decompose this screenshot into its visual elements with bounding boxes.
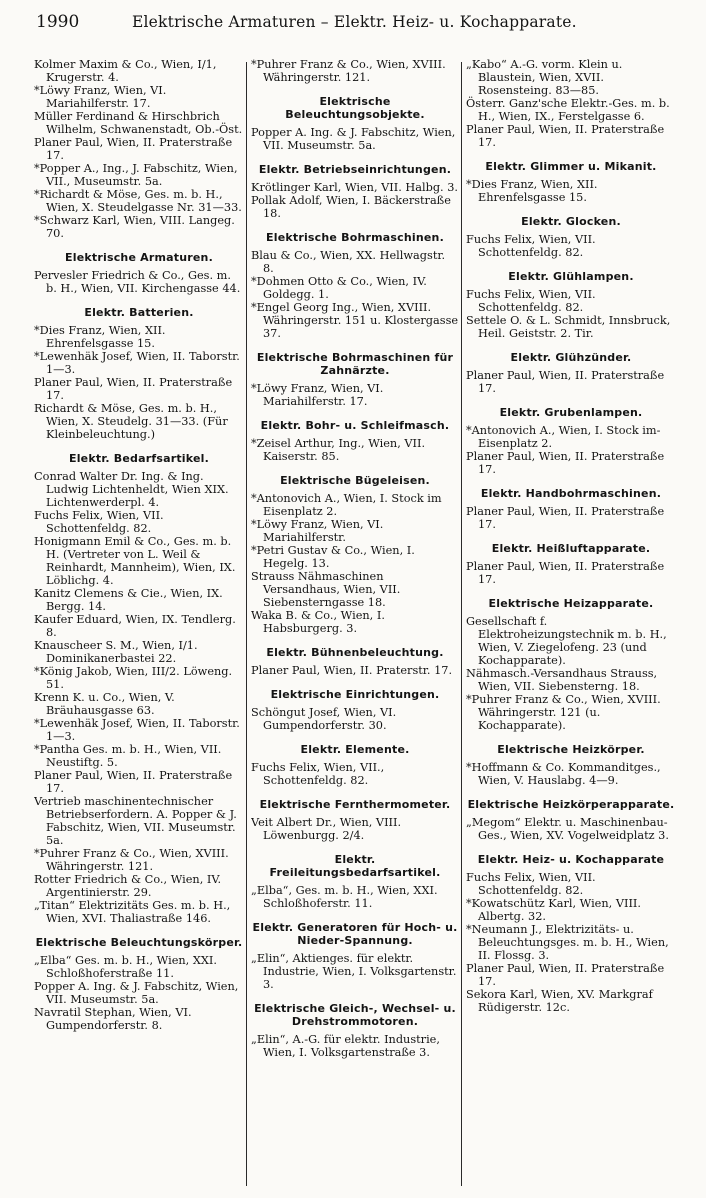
directory-entry: „Titan“ Elektrizitäts Ges. m. b. H., Wien, XVI. Thaliastraße 146. — [34, 899, 231, 925]
directory-entry: *König Jakob, Wien, III/2. Löweng. 51. — [34, 665, 233, 691]
section — [466, 58, 676, 149]
directory-entry: Schöngut Josef, Wien, VI. Gumpendorferstr. 30. — [251, 706, 397, 732]
section — [466, 853, 676, 1014]
directory-entry: *Dies Franz, Wien, XII. Ehrenfelsgasse 15. — [466, 178, 598, 204]
section — [251, 474, 459, 635]
column-divider-2 — [461, 62, 462, 1186]
directory-entry: *Petri Gustav & Co., Wien, I. Hegelg. 13. — [251, 544, 415, 570]
section — [466, 597, 676, 732]
section-heading: Elektrische Einrichtungen. — [270, 688, 440, 701]
directory-entry: *Puhrer Franz & Co., Wien, XVIII. Währingerstr. 121 (u. Kochapparate). — [466, 693, 661, 732]
section — [251, 688, 459, 732]
section — [251, 419, 459, 463]
page-number: 1990 — [36, 12, 80, 32]
section-heading: Elektrische Heizkörperapparate. — [467, 798, 675, 811]
section-heading: Elektr. Heiz- u. Kochapparate — [477, 853, 665, 866]
directory-entry: *Puhrer Franz & Co., Wien, XVIII. Währingerstr. 121. — [251, 58, 446, 84]
section-heading: Elektr. Generatoren für Hoch- u. Nieder-Spannung. — [252, 921, 458, 947]
section — [466, 487, 676, 531]
directory-entry: Richardt & Möse, Ges. m. b. H., Wien, X. Steudelg. 31—33. (Für Kleinbeleuchtung.) — [34, 402, 228, 441]
directory-entry: Honigmann Emil & Co., Ges. m. b. H. (Vertreter von L. Weil & Reinhardt, Mannheim), Wien, IX. Löblichg. 4. — [34, 535, 236, 587]
directory-entry: Planer Paul, Wien, II. Praterstraße 17. — [34, 376, 233, 402]
directory-entry: *Zeisel Arthur, Ing., Wien, VII. Kaiserstr. 85. — [251, 437, 426, 463]
section — [466, 542, 676, 586]
directory-entry: Kanitz Clemens & Cie., Wien, IX. Bergg. 14. — [34, 587, 223, 613]
directory-entry: *Pantha Ges. m. b. H., Wien, VII. Neustiftg. 5. — [34, 743, 222, 769]
section-heading: Elektrische Heizapparate. — [488, 597, 654, 610]
page-header — [36, 12, 674, 32]
directory-entry: *Löwy Franz, Wien, VI. Mariahilferstr. 17. — [251, 382, 384, 408]
directory-entry: *Popper A., Ing., J. Fabschitz, Wien, VII., Museumstr. 5a. — [34, 162, 238, 188]
directory-entry: Conrad Walter Dr. Ing. & Ing. Ludwig Lichtenheldt, Wien XIX. Lichtenwerderpl. 4. — [34, 470, 229, 509]
section — [251, 921, 459, 991]
section-heading: Elektrische Bohrmaschinen für Zahnärzte. — [256, 351, 454, 377]
directory-entry: Fuchs Felix, Wien, VII. Schottenfeldg. 82. — [466, 233, 596, 259]
section — [251, 743, 459, 787]
directory-entry: *Schwarz Karl, Wien, VIII. Langeg. 70. — [34, 214, 235, 240]
section-heading: Elektr. Glühlampen. — [508, 270, 634, 283]
directory-entry: *Kowatschütz Karl, Wien, VIII. Albertg. 32. — [466, 897, 641, 923]
section-heading: Elektr. Batterien. — [84, 306, 194, 319]
column-3 — [466, 58, 676, 1188]
directory-entry: „Megom“ Elektr. u. Maschinenbau-Ges., Wien, XV. Vogelweidplatz 3. — [466, 816, 669, 842]
section — [34, 936, 244, 1032]
directory-entry: *Dies Franz, Wien, XII. Ehrenfelsgasse 15. — [34, 324, 166, 350]
directory-entry: Vertrieb maschinentechnischer Betriebserfordern. A. Popper & J. Fabschitz, Wien, VII. Museumstr. 5a. — [34, 795, 237, 847]
section-heading: Elektrische Gleich-, Wechsel- u. Drehstrommotoren. — [254, 1002, 456, 1028]
directory-entry: Gesellschaft f. Elektroheizungstechnik m. b. H., Wien, V. Ziegelofeng. 23 (und Kochapparate). — [466, 615, 667, 667]
directory-entry: Planer Paul, Wien, II. Praterstraße 17. — [34, 136, 233, 162]
directory-entry: Kolmer Maxim & Co., Wien, I/1, Krugerstr. 4. — [34, 58, 217, 84]
section-heading: Elektr. Grubenlampen. — [499, 406, 643, 419]
directory-entry: Planer Paul, Wien, II. Praterstr. 17. — [251, 664, 453, 677]
directory-entry: *Antonovich A., Wien, I. Stock im-Eisenplatz 2. — [466, 424, 661, 450]
directory-entry: Waka B. & Co., Wien, I. Habsburgerg. 3. — [251, 609, 385, 635]
section — [251, 853, 459, 910]
directory-entry: Planer Paul, Wien, II. Praterstraße 17. — [466, 505, 665, 531]
directory-entry: „Kabo“ A.-G. vorm. Klein u. Blaustein, Wien, XVII. Rosensteing. 83—85. — [466, 58, 623, 97]
directory-entry: Planer Paul, Wien, II. Praterstraße 17. — [466, 962, 665, 988]
section — [34, 452, 244, 925]
directory-entry: *Hoffmann & Co. Kommanditges., Wien, V. Hauslabg. 4—9. — [466, 761, 661, 787]
section-heading: Elektr. Bedarfsartikel. — [69, 452, 209, 465]
section — [466, 160, 676, 204]
directory-entry: *Richardt & Möse, Ges. m. b. H., Wien, X. Steudelgasse Nr. 31—33. — [34, 188, 242, 214]
directory-entry: Kaufer Eduard, Wien, IX. Tendlerg. 8. — [34, 613, 236, 639]
directory-entry: Rotter Friedrich & Co., Wien, IV. Argentinierstr. 29. — [34, 873, 222, 899]
directory-entry: Planer Paul, Wien, II. Praterstraße 17. — [466, 369, 665, 395]
column-1 — [34, 58, 244, 1188]
page-title: Elektrische Armaturen – Elektr. Heiz- u. Kochapparate. — [132, 13, 577, 31]
directory-entry: Österr. Ganz'sche Elektr.-Ges. m. b. H., Wien, IX., Ferstelgasse 6. — [466, 97, 670, 123]
directory-entry: Planer Paul, Wien, II. Praterstraße 17. — [466, 560, 665, 586]
directory-entry: Popper A. Ing. & J. Fabschitz, Wien, VII. Museumstr. 5a. — [251, 126, 456, 152]
section-heading: Elektrische Beleuchtungskörper. — [35, 936, 243, 949]
directory-entry: Navratil Stephan, Wien, VI. Gumpendorferstr. 8. — [34, 1006, 192, 1032]
section — [251, 646, 459, 677]
section-heading: Elektrische Bohrmaschinen. — [266, 231, 444, 244]
directory-entry: Fuchs Felix, Wien, VII. Schottenfeldg. 82. — [466, 871, 596, 897]
section-heading: Elektrische Heizkörper. — [497, 743, 645, 756]
section — [34, 306, 244, 441]
directory-entry: Nähmasch.-Versandhaus Strauss, Wien, VII. Siebensterng. 18. — [466, 667, 658, 693]
directory-entry: Veit Albert Dr., Wien, VIII. Löwenburgg. 2/4. — [251, 816, 402, 842]
section — [251, 163, 459, 220]
directory-entry: *Lewenhäk Josef, Wien, II. Taborstr. 1—3. — [34, 717, 240, 743]
directory-entry: *Löwy Franz, Wien, VI. Mariahilferstr. 17. — [34, 84, 167, 110]
directory-entry: *Puhrer Franz & Co., Wien, XVIII. Währingerstr. 121. — [34, 847, 229, 873]
directory-entry: Fuchs Felix, Wien, VII. Schottenfeldg. 82. — [34, 509, 164, 535]
section-heading: Elektrische Fernthermometer. — [259, 798, 451, 811]
directory-entry: Müller Ferdinand & Hirschbrich Wilhelm, Schwanenstadt, Ob.-Öst. — [34, 110, 243, 136]
section — [251, 95, 459, 152]
section — [34, 251, 244, 295]
directory-entry: Krötlinger Karl, Wien, VII. Halbg. 3. — [251, 181, 459, 194]
directory-entry: Pollak Adolf, Wien, I. Bäckerstraße 18. — [251, 194, 451, 220]
section — [466, 406, 676, 476]
section — [466, 743, 676, 787]
directory-entry: „Elin“, Aktienges. für elektr. Industrie, Wien, I. Volksgartenstr. 3. — [251, 952, 457, 991]
section — [251, 798, 459, 842]
directory-entry: Planer Paul, Wien, II. Praterstraße 17. — [34, 769, 233, 795]
section-heading: Elektr. Bohr- u. Schleifmasch. — [260, 419, 450, 432]
section — [251, 351, 459, 408]
section — [466, 215, 676, 259]
directory-entry: Popper A. Ing. & J. Fabschitz, Wien, VII. Museumstr. 5a. — [34, 980, 239, 1006]
section — [34, 58, 244, 240]
section — [466, 270, 676, 340]
section-heading: Elektrische Bügeleisen. — [280, 474, 430, 487]
directory-entry: Pervesler Friedrich & Co., Ges. m. b. H., Wien, VII. Kirchengasse 44. — [34, 269, 241, 295]
directory-entry: *Engel Georg Ing., Wien, XVIII. Währingerstr. 151 u. Klostergasse 37. — [251, 301, 459, 340]
directory-entry: Strauss Nähmaschinen Versandhaus, Wien, VII. Siebensterngasse 18. — [251, 570, 401, 609]
section — [251, 1002, 459, 1059]
directory-entry: Blau & Co., Wien, XX. Hellwagstr. 8. — [251, 249, 446, 275]
section-heading: Elektr. Glimmer u. Mikanit. — [485, 160, 657, 173]
directory-entry: Planer Paul, Wien, II. Praterstraße 17. — [466, 123, 665, 149]
directory-entry: „Elba“, Ges. m. b. H., Wien, XXI. Schloßhoferstr. 11. — [251, 884, 438, 910]
section-heading: Elektr. Glühzünder. — [510, 351, 632, 364]
directory-entry: Sekora Karl, Wien, XV. Markgraf Rüdigerstr. 12c. — [466, 988, 653, 1014]
directory-entry: Fuchs Felix, Wien, VII., Schottenfeldg. 82. — [251, 761, 385, 787]
section-heading: Elektr. Handbohrmaschinen. — [480, 487, 662, 500]
directory-entry: Krenn K. u. Co., Wien, V. Bräuhausgasse 63. — [34, 691, 175, 717]
section-heading: Elektr. Heißluftapparate. — [491, 542, 651, 555]
section — [251, 58, 459, 84]
directory-entry: *Lewenhäk Josef, Wien, II. Taborstr. 1—3. — [34, 350, 240, 376]
directory-entry: *Dohmen Otto & Co., Wien, IV. Goldegg. 1. — [251, 275, 427, 301]
directory-entry: Knauscheer S. M., Wien, I/1. Dominikanerbastei 22. — [34, 639, 198, 665]
section-heading: Elektr. Glocken. — [521, 215, 621, 228]
section-heading: Elektrische Armaturen. — [65, 251, 213, 264]
section-heading: Elektr. Freileitungsbedarfsartikel. — [269, 853, 441, 879]
section — [466, 798, 676, 842]
directory-entry: „Elba“ Ges. m. b. H., Wien, XXI. Schloßhoferstraße 11. — [34, 954, 217, 980]
section-heading: Elektr. Betriebseinrichtungen. — [258, 163, 452, 176]
directory-entry: *Löwy Franz, Wien, VI. Mariahilferstr. — [251, 518, 384, 544]
section-heading: Elektr. Elemente. — [300, 743, 410, 756]
directory-entry: *Antonovich A., Wien, I. Stock im Eisenplatz 2. — [251, 492, 442, 518]
column-2 — [251, 58, 459, 1188]
directory-entry: Planer Paul, Wien, II. Praterstraße 17. — [466, 450, 665, 476]
section-heading: Elektrische Beleuchtungsobjekte. — [285, 95, 425, 121]
directory-entry: Fuchs Felix, Wien, VII. Schottenfeldg. 82. — [466, 288, 596, 314]
directory-entry: Settele O. & L. Schmidt, Innsbruck, Heil. Geiststr. 2. Tir. — [466, 314, 671, 340]
section-heading: Elektr. Bühnenbeleuchtung. — [266, 646, 444, 659]
column-divider-1 — [246, 62, 247, 1186]
directory-entry: „Elin“, A.-G. für elektr. Industrie, Wien, I. Volksgartenstraße 3. — [251, 1033, 440, 1059]
section — [466, 351, 676, 395]
directory-entry: *Neumann J., Elektrizitäts- u. Beleuchtungsges. m. b. H., Wien, II. Flossg. 3. — [466, 923, 669, 962]
section — [251, 231, 459, 340]
